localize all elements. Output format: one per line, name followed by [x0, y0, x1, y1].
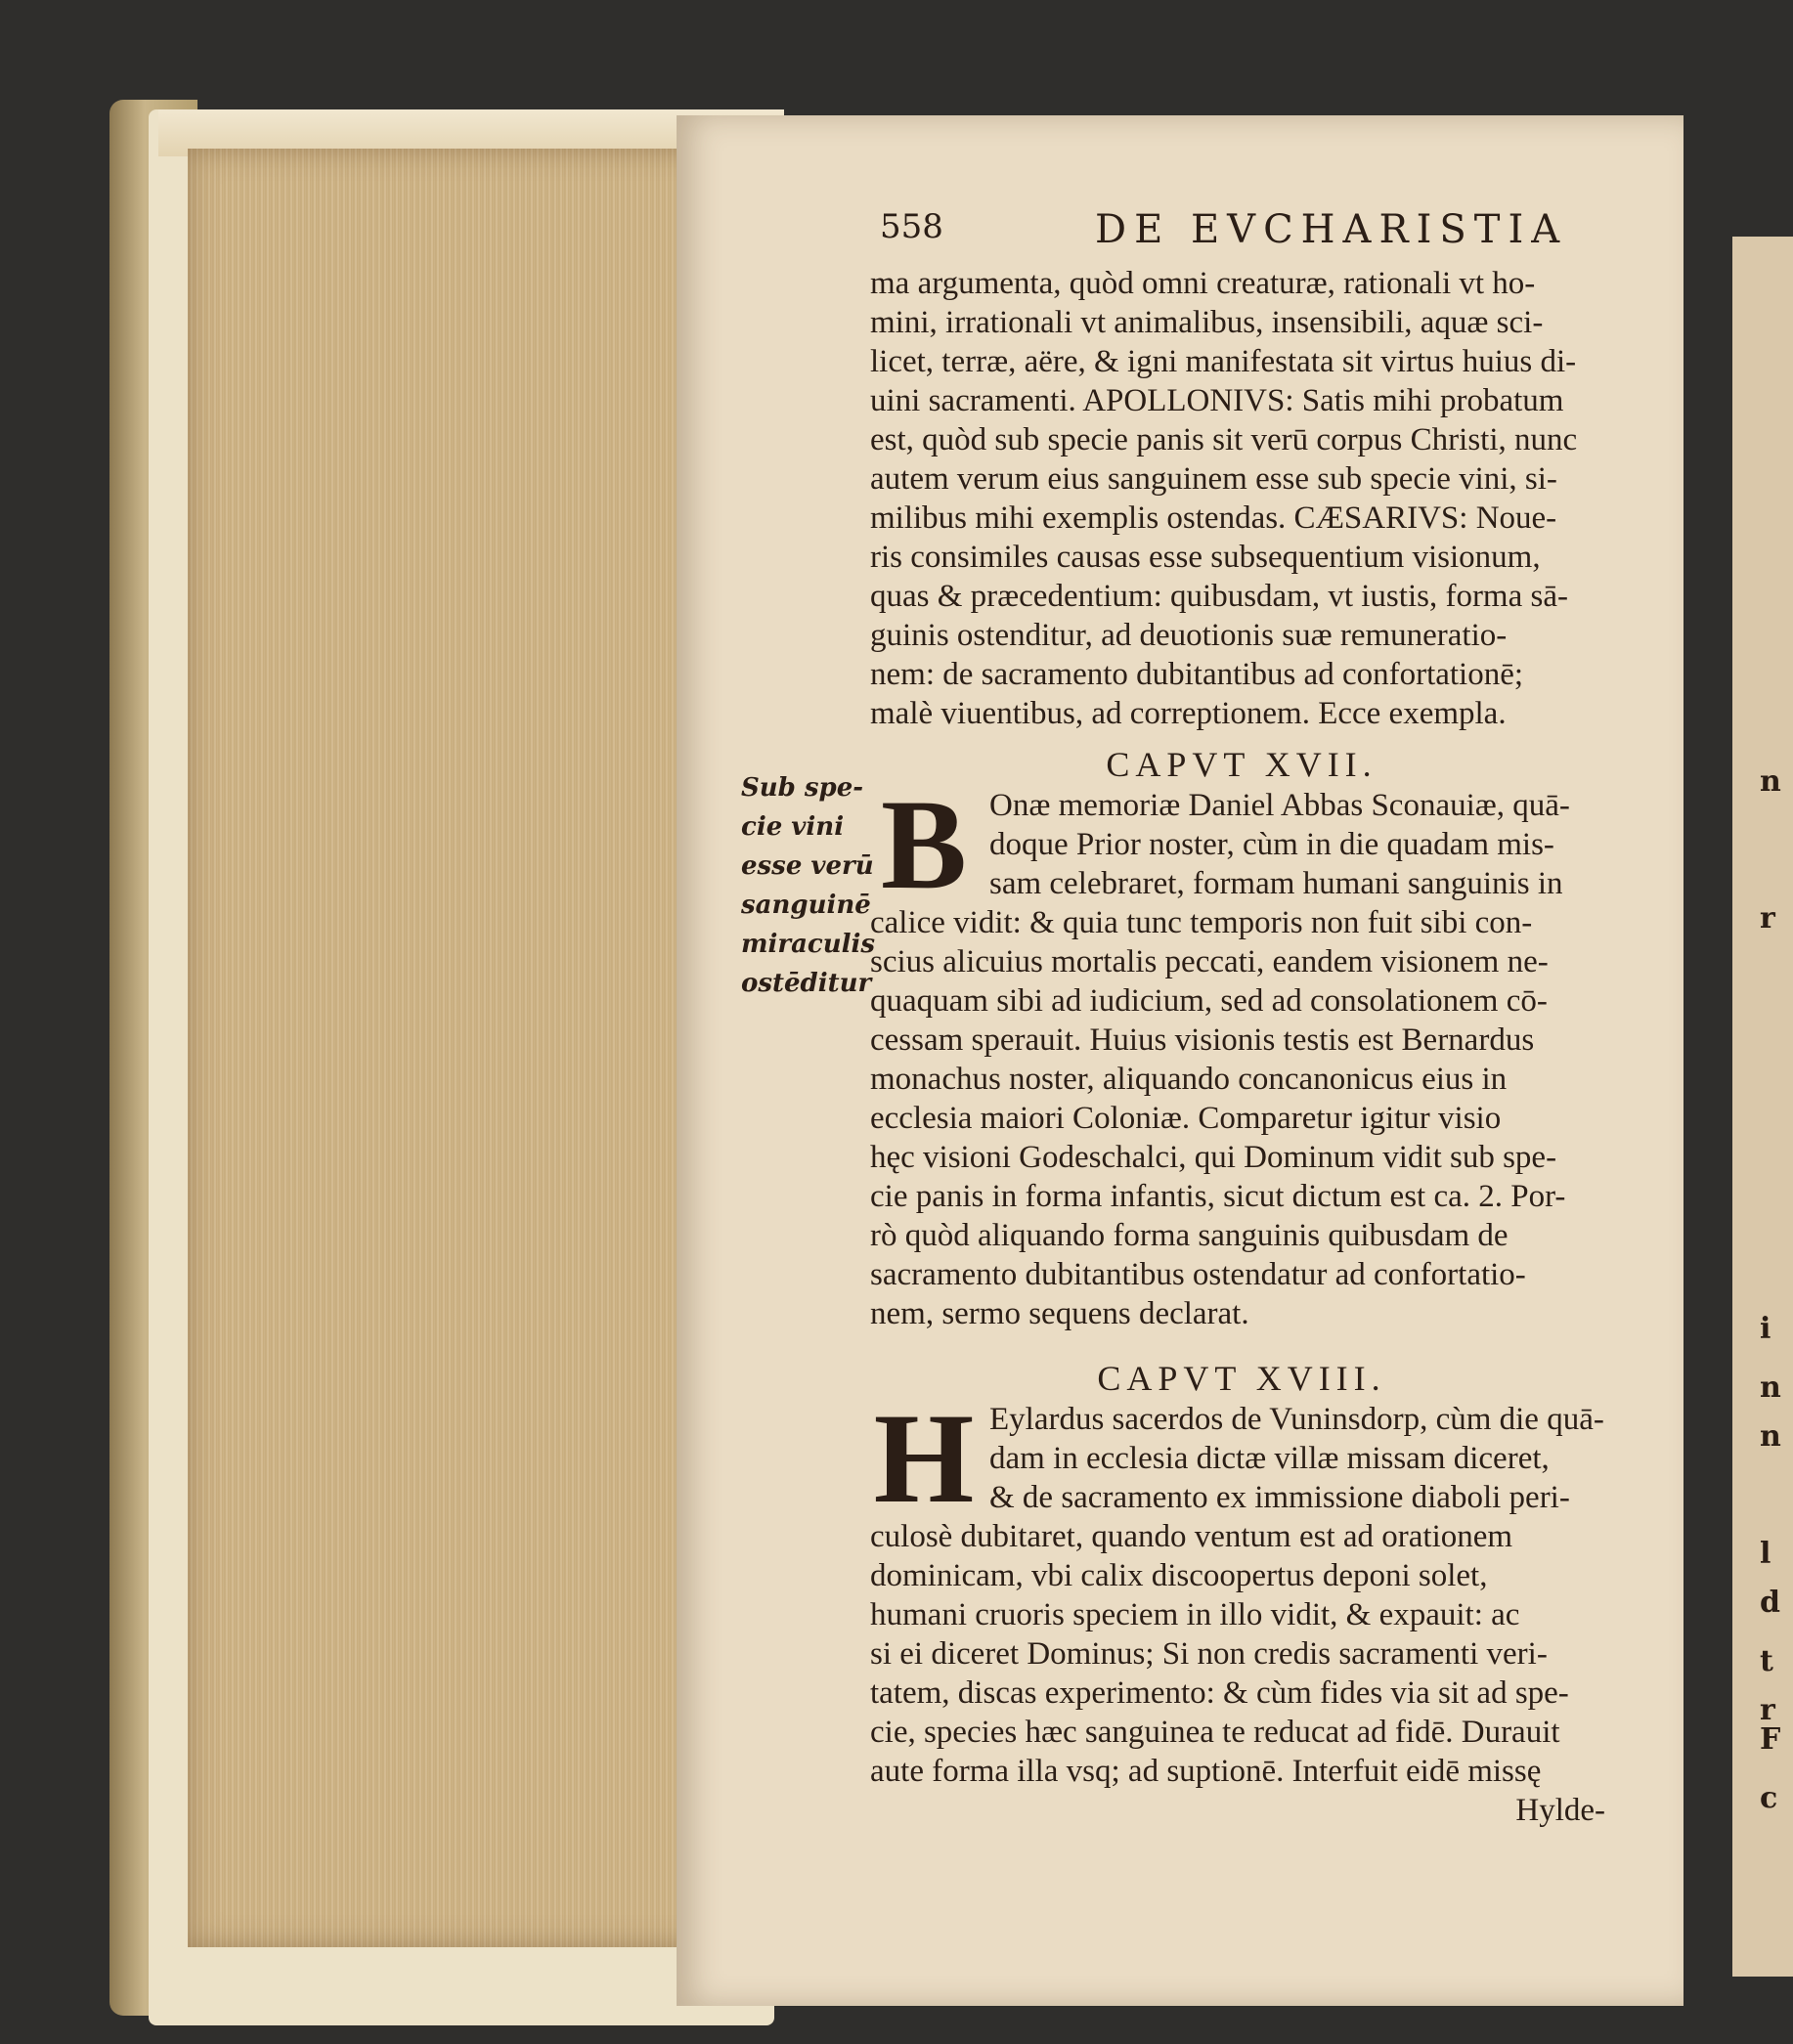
text-line: mini, irrationali vt animalibus, insensibili, aquæ sci-	[870, 305, 1544, 340]
page-header	[880, 207, 1623, 258]
text-line: doque Prior noster, cùm in die quadam mis-	[989, 827, 1554, 862]
running-title: DE EVCHARISTIA	[1095, 207, 1568, 252]
facing-page-sliver	[1732, 237, 1793, 1977]
chapter-heading: CAPVT XVII.	[1106, 745, 1378, 784]
chapter-heading: CAPVT XVIII.	[1097, 1359, 1386, 1398]
paragraph-continuation	[870, 264, 1613, 733]
page-number: 558	[880, 207, 943, 246]
margin-note-line: esse verū	[741, 851, 874, 881]
text-line: sam celebraret, formam humani sanguinis in	[989, 866, 1563, 901]
drop-cap: B	[880, 772, 968, 916]
text-line: nem: de sacramento dubitantibus ad confortationē;	[870, 657, 1524, 692]
margin-note-line: Sub spe-	[741, 773, 864, 803]
text-line: ris consimiles causas esse subsequentium visionum,	[870, 540, 1541, 575]
text-line: malè viuentibus, ad correptionem. Ecce exempla.	[870, 696, 1507, 731]
margin-note	[741, 768, 878, 1003]
text-line: calice vidit: & quia tunc temporis non fuit sibi con-	[870, 905, 1533, 940]
text-line: hęc visioni Godeschalci, qui Dominum vidit sub spe-	[870, 1140, 1557, 1175]
sliver-char: n	[1760, 764, 1781, 799]
page-text	[870, 264, 1613, 1830]
text-line: aute forma illa vsq; ad suptionē. Interfuit eidē missę	[870, 1754, 1542, 1789]
text-line: quas & præcedentium: quibusdam, vt iustis, forma sā-	[870, 579, 1568, 614]
text-line: monachus noster, aliquando concanonicus eius in	[870, 1062, 1508, 1097]
catchword: Hylde-	[1515, 1793, 1605, 1828]
text-line: uini sacramenti. APOLLONIVS: Satis mihi probatum	[870, 383, 1564, 418]
text-line: dam in ecclesia dictæ villæ missam diceret,	[989, 1441, 1550, 1476]
sliver-char: t	[1760, 1644, 1773, 1678]
sliver-char: d	[1760, 1586, 1780, 1620]
text-line: humani cruoris speciem in illo vidit, & expauit: ac	[870, 1597, 1520, 1632]
sliver-char: l	[1760, 1537, 1771, 1571]
text-line: scius alicuius mortalis peccati, eandem visionem ne-	[870, 944, 1549, 979]
text-line: rò quòd aliquando forma sanguinis quibusdam de	[870, 1218, 1509, 1253]
margin-note-line: ostēditur	[741, 969, 872, 998]
text-line: Eylardus sacerdos de Vuninsdorp, cùm die quā-	[989, 1402, 1604, 1437]
chapter-body	[870, 772, 1613, 1333]
sliver-char: n	[1760, 1370, 1781, 1405]
sliver-char: n	[1760, 1419, 1781, 1454]
text-line: autem verum eius sanguinem esse sub specie vini, si-	[870, 461, 1557, 497]
text-line: milibus mihi exemplis ostendas. CÆSARIVS: Noue-	[870, 500, 1557, 536]
chapter-body	[870, 1386, 1613, 1830]
text-line: cie panis in forma infantis, sicut dictum est ca. 2. Por-	[870, 1179, 1566, 1214]
text-line: tatem, discas experimento: & cùm fides via sit ad spe-	[870, 1675, 1569, 1711]
text-line: ma argumenta, quòd omni creaturæ, rationali vt ho-	[870, 266, 1536, 301]
drop-cap: H	[873, 1386, 975, 1530]
margin-note-line: miraculis	[741, 930, 876, 959]
text-line: cie, species hæc sanguinea te reducat ad fidē. Durauit	[870, 1715, 1560, 1750]
sliver-char: r	[1760, 1693, 1775, 1727]
text-line: licet, terræ, aëre, & igni manifestata sit virtus huius di-	[870, 344, 1577, 379]
text-line: guinis ostenditur, ad deuotionis suæ remuneratio-	[870, 618, 1508, 653]
sliver-char: c	[1760, 1781, 1778, 1815]
margin-note-line: cie vini	[741, 812, 845, 842]
text-line: dominicam, vbi calix discoopertus deponi solet,	[870, 1558, 1488, 1593]
text-line: & de sacramento ex immissione diaboli peri-	[989, 1480, 1570, 1515]
text-line: Onæ memoriæ Daniel Abbas Sconauiæ, quā-	[989, 788, 1570, 823]
text-line: quaquam sibi ad iudicium, sed ad consolationem cō-	[870, 983, 1548, 1019]
text-line: nem, sermo sequens declarat.	[870, 1296, 1249, 1331]
text-line: ecclesia maiori Coloniæ. Comparetur igitur visio	[870, 1101, 1502, 1136]
margin-note-line: sanguinē	[741, 891, 871, 920]
text-line: cessam sperauit. Huius visionis testis est Bernardus	[870, 1022, 1535, 1058]
sliver-char: i	[1760, 1312, 1771, 1346]
text-line: est, quòd sub specie panis sit verū corpus Christi, nunc	[870, 422, 1578, 457]
text-line: si ei diceret Dominus; Si non credis sacramenti veri-	[870, 1636, 1548, 1672]
sliver-char: F	[1760, 1722, 1781, 1757]
text-line: sacramento dubitantibus ostendatur ad confortatio-	[870, 1257, 1526, 1292]
page-fore-edges	[188, 149, 755, 1947]
sliver-char: r	[1760, 901, 1775, 935]
text-line: culosè dubitaret, quando ventum est ad orationem	[870, 1519, 1513, 1554]
